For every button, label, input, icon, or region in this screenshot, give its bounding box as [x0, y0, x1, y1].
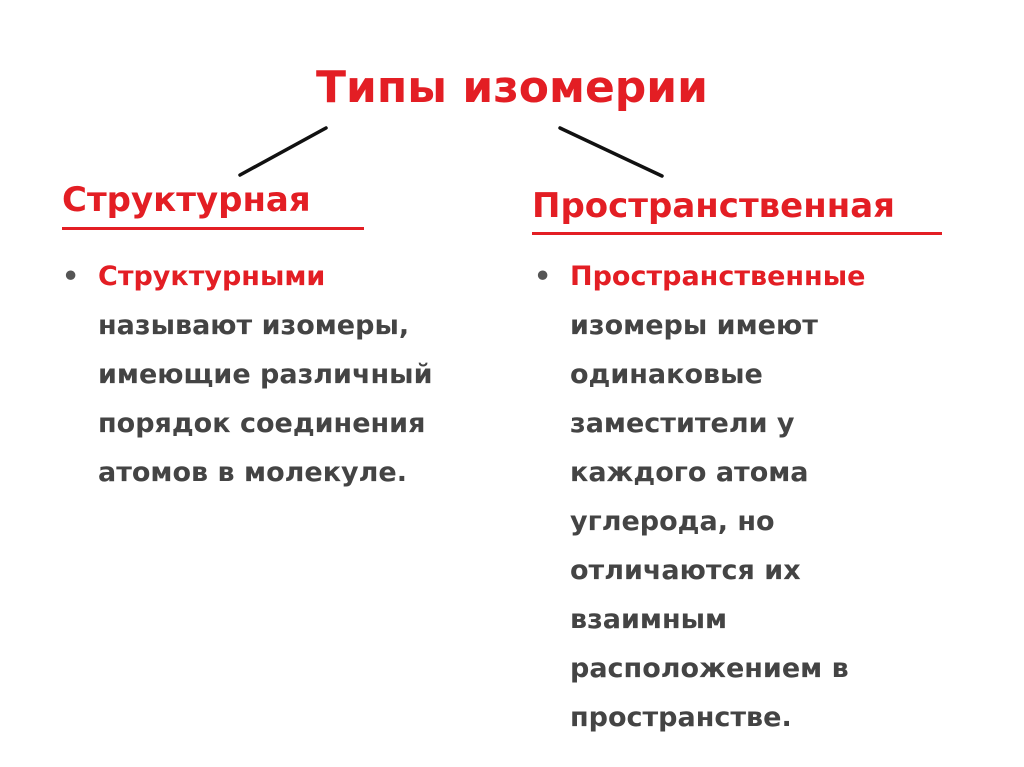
bullet-dot: • — [534, 261, 552, 292]
branch-spatial-underline — [532, 232, 942, 235]
bullet-line: расположением в — [570, 653, 849, 684]
slide-title: Типы изомерии — [316, 62, 708, 113]
bullet-line: одинаковые — [570, 359, 763, 390]
bullet-spatial-text — [570, 252, 865, 742]
branch-spatial-heading: Пространственная — [532, 186, 895, 226]
bullet-line: Пространственные — [570, 261, 866, 292]
bullet-line: каждого атома — [570, 457, 809, 488]
bullet-line: атомов в молекуле. — [98, 457, 407, 488]
branch-structural-heading: Структурная — [62, 180, 311, 220]
bullet-line: пространстве. — [570, 702, 792, 733]
bullet-line: называют изомеры, — [98, 310, 410, 341]
bullet-line: отличаются их — [570, 555, 801, 586]
connector-left — [240, 128, 326, 175]
bullet-line: углерода, но — [570, 506, 775, 537]
bullet-structural — [62, 252, 482, 512]
bullet-line: взаимным — [570, 604, 728, 635]
bullet-line: имеющие различный — [98, 359, 433, 390]
bullet-line: порядок соединения — [98, 408, 426, 439]
bullet-dot: • — [62, 261, 80, 292]
bullet-line: заместители у — [570, 408, 795, 439]
bullet-spatial — [534, 252, 934, 742]
branch-structural-underline — [62, 227, 364, 230]
bullet-line: изомеры имеют — [570, 310, 818, 341]
bullet-line: Структурными — [98, 261, 326, 292]
connector-right — [560, 128, 662, 176]
bullet-structural-text — [98, 252, 432, 497]
